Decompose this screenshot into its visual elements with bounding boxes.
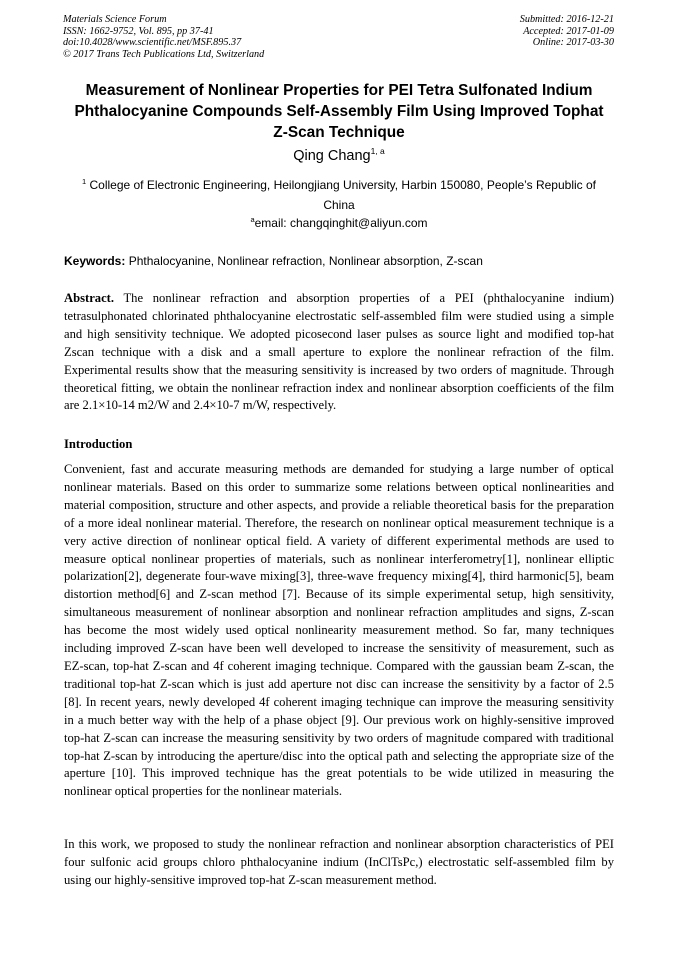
author-email (0, 215, 678, 230)
title-line: Z-Scan Technique (273, 124, 405, 141)
submitted-date: Submitted: 2016-12-21 (519, 14, 614, 25)
title-line: Measurement of Nonlinear Properties for PEI Tetra Sulfonated Indium (85, 82, 593, 99)
author-name: Qing Chang (293, 147, 371, 164)
copyright-line: © 2017 Trans Tech Publications Ltd, Switzerland (63, 48, 265, 60)
affiliation-sup: 1 (81, 177, 87, 186)
online-date: Online: 2017-03-30 (532, 37, 614, 48)
section-heading: Introduction (64, 437, 133, 451)
author (0, 146, 678, 164)
issn-line: ISSN: 1662-9752, Vol. 895, pp 37-41 (63, 25, 214, 37)
keywords-label: Keywords: (64, 254, 126, 268)
dates-info (520, 14, 614, 49)
intro-paragraph: Convenient, fast and accurate measuring methods are demanded for studying a large number of optical nonlinear materials. Based on this order to summarize some relations between optical nonlinearities and material composition, structure and other aspects, and provide a reliable theoretical basis for the preparation of a more ideal nonlinear material. Therefore, the research on nonlinear optical measurement technique is a very active direction of nonlinear optical field. A variety of different experimental methods are used to measure optical nonlinear properties of materials, such as nonlinear interferometry[1], nonlinear elliptic polarization[2], degenerate four-wave mixing[3], three-wave frequency mixing[4], third harmonic[5], beam distortion method[6] and Z-scan method [7]. Because of its simple experimental setup, high sensitivity, simultaneous measurement of nonlinear absorption and nonlinear refraction amplitudes and signs, Z-scan has become the most widely used optical nonlinearity measurement method. So far, many techniques including improved Z-scan have been well developed to increase the sensitivity of measurement, such as EZ-scan, top-hat Z-scan and 4f coherent imaging technique. Compared with the gaussian beam Z-scan, the traditional top-hat Z-scan which is just add aperture not disc can increase the sensitivity by a factor of 2.5 [8]. In recent years, newly developed 4f coherent imaging technique can improve the measuring sensitivity in a much better way with the help of a phase object [9]. Our previous work on highly-sensitive improved top-hat Z-scan can increase the measuring sensitivity by two orders of magnitude compared with traditional top-hat Z-scan by introducing the aperture/disc into the optical path and selecting the appropriate size of the aperture [10]. This improved technique has the great potentials to be wide utilized in measuring the nonlinear optical properties for the nonlinear materials. (64, 462, 614, 799)
paper-title (55, 80, 623, 143)
author-sup: 1, a (370, 146, 385, 156)
keywords (64, 254, 614, 268)
keywords-text: Phthalocyanine, Nonlinear refraction, Nonlinear absorption, Z-scan (128, 254, 483, 268)
journal-info (63, 14, 264, 60)
email-sup: a (250, 215, 255, 224)
affiliation (80, 172, 598, 215)
affiliation-text: College of Electronic Engineering, Heilongjiang University, Harbin 150080, People’s Republic of China (89, 178, 597, 212)
intro-paragraph: In this work, we proposed to study the nonlinear refraction and nonlinear absorption characteristics of PEI four sulfonic acid groups chloro phthalocyanine indium (InClTsPc,) electrostatic self-assembled film by using our highly-sensitive improved top-hat Z-scan measurement method. (64, 837, 614, 887)
email-text: email: changqinghit@aliyun.com (254, 216, 428, 230)
doi-line: doi:10.4028/www.scientific.net/MSF.895.37 (63, 37, 242, 48)
accepted-date: Accepted: 2017-01-09 (523, 25, 614, 37)
title-line: Phthalocyanine Compounds Self-Assembly Film Using Improved Tophat (74, 103, 604, 120)
abstract-text: The nonlinear refraction and absorption properties of a PEI (phthalocyanine indium) tetrasulphonated chlorinated phthalocyanine electrostatic self-assembled film were studied using a simple and high sensitivity technique. We adopted picosecond laser pulses as source light and modified top-hat Zscan technique with a disk and a small aperture to explore the nonlinear refraction of the film. Experimental results show that the measuring sensitivity is increased by two orders of magnitude. Through theoretical fitting, we obtain the nonlinear refraction index and nonlinear absorption coefficients of the film are 2.1×10-14 m2/W and 2.4×10-7 m/W, respectively. (64, 291, 615, 413)
journal-name: Materials Science Forum (63, 14, 167, 25)
abstract (64, 290, 614, 415)
abstract-label: Abstract. (64, 291, 115, 305)
